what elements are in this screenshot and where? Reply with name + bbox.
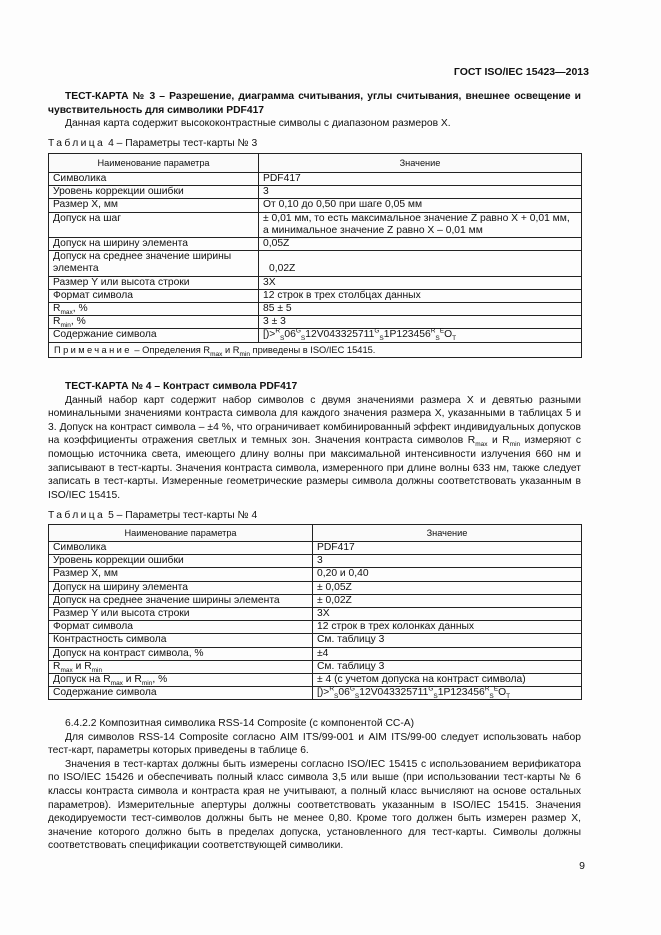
value-cell: От 0,10 до 0,50 при шаге 0,05 мм (259, 199, 582, 212)
table-row (49, 303, 582, 316)
section-rss-p2: Значения в тест-картах должны быть измерены согласно ISO/IEC 15415 с использованием верификатора по ISO/IEC 15426 и обеспечивать полный класс символа 3,5 или выше (при использовании тест-карты № 6 классы контраста символа и контраста края не учитывают, а полный класс вычисляют на основе остальных параметров). Измерительные апертуры должны соответствовать указанным в ISO/IEC 15415. Значения декодируемости тест-символов должны быть не менее 0,80. Кроме того должен быть измерен размер X, значение которого должно быть в пределах допуска, установленного для тест-карты. Символы должны соответствовать спецификации соответствующей символики. (48, 758, 581, 852)
param-cell: Символика (49, 173, 259, 186)
table-row (49, 316, 582, 329)
table-row (49, 276, 582, 289)
table4-header-value: Значение (259, 154, 582, 173)
table-row (49, 634, 582, 647)
param-cell: Допуск на ширину элемента (49, 581, 313, 594)
param-cell: Размер X, мм (49, 568, 313, 581)
section3-title: ТЕСТ-КАРТА № 3 – Разрешение, диаграмма считывания, углы считывания, внешнее освещение и чувствительность для символики PDF417 (48, 91, 581, 116)
param-cell: Допуск на $R_{max}$ и $R_{min}$, % (49, 674, 313, 687)
value-cell: 85 ± 5 (259, 303, 582, 316)
table5-header-value: Значение (313, 525, 582, 542)
table4 (48, 153, 582, 358)
value-cell: 3 ± 3 (259, 316, 582, 329)
param-cell: Допуск на среднее значение ширины элемента (49, 594, 313, 607)
param-cell: Размер Y или высота строки (49, 608, 313, 621)
value-cell: 3 (259, 186, 582, 199)
param-cell: Формат символа (49, 289, 259, 302)
value-cell: 3 (313, 555, 582, 568)
table5-header-param: Наименование параметра (49, 525, 313, 542)
param-cell: Содержание символа (49, 687, 313, 700)
value-cell: ± 0,02Z (313, 594, 582, 607)
table-row (49, 289, 582, 302)
value-cell: 3X (259, 276, 582, 289)
param-cell: Содержание символа (49, 329, 259, 342)
table-row (49, 568, 582, 581)
value-cell: 12 строк в трех колонках данных (313, 621, 582, 634)
table4-note: Примечание – Определения $R_{max}$ и $R_{min}$ приведены в ISO/IEC 15415. (49, 342, 582, 357)
param-cell: $R_{max}$ и $R_{min}$ (49, 660, 313, 673)
table-row (49, 329, 582, 342)
param-cell: Символика (49, 542, 313, 555)
table-row (49, 594, 582, 607)
table-row (49, 621, 582, 634)
value-cell: 0,02Z (259, 251, 582, 276)
value-cell: ±4 (313, 647, 582, 660)
param-cell: Формат символа (49, 621, 313, 634)
value-cell: См. таблицу 3 (313, 634, 582, 647)
value-cell: PDF417 (259, 173, 582, 186)
table-row (49, 555, 582, 568)
table-row (49, 251, 582, 276)
param-cell: Допуск на шаг (49, 212, 259, 237)
param-cell: Уровень коррекции ошибки (49, 186, 259, 199)
table-row (49, 660, 582, 673)
table-row (49, 238, 582, 251)
table4-header-param: Наименование параметра (49, 154, 259, 173)
param-cell: $R_{min}$, % (49, 316, 259, 329)
section-rss-p1: Для символов RSS-14 Composite согласно AIM ITS/99-001 и AIM ITS/99-00 следует использовать набор тест-карт, параметры которых приведены в таблице 6. (48, 731, 581, 757)
section-rss-block (48, 717, 581, 853)
table-row (49, 186, 582, 199)
table-row (49, 199, 582, 212)
section4-title: ТЕСТ-КАРТА № 4 – Контраст символа PDF417 (65, 381, 298, 392)
table-row (49, 173, 582, 186)
standard-header: ГОСТ ISO/IEC 15423—2013 (453, 66, 589, 78)
param-cell: Уровень коррекции ошибки (49, 555, 313, 568)
value-cell: См. таблицу 3 (313, 660, 582, 673)
table5-caption-word: Таблица (48, 510, 106, 521)
table-row (49, 581, 582, 594)
table4-caption-word: Таблица (48, 138, 106, 149)
table5-caption (48, 510, 257, 521)
param-cell: Допуск на среднее значение ширины элемента (49, 251, 259, 276)
section4-block (48, 380, 581, 502)
table-row (49, 647, 582, 660)
value-cell: 3X (313, 608, 582, 621)
section3-text: Данная карта содержит высококонтрастные символы с диапазоном размеров X. (65, 118, 451, 130)
value-cell: PDF417 (313, 542, 582, 555)
table-row (49, 542, 582, 555)
param-cell: $R_{max}$, % (49, 303, 259, 316)
table4-caption (48, 138, 257, 149)
section-rss-heading: 6.4.2.2 Композитная символика RSS-14 Composite (с компонентой CC-A) (65, 718, 415, 729)
value-cell: 12 строк в трех столбцах данных (259, 289, 582, 302)
param-cell: Размер Y или высота строки (49, 276, 259, 289)
table-row (49, 608, 582, 621)
section4-text: Данный набор карт содержит набор символов с двумя значениями размера X и девятью разными номинальными значениями контраста символа для каждого значения размера X, указанными в таблицах 5 и 3. Допуск на контраст символа – ±4 %, что ограничивает комбинированный эффект индивидуальных допусков на коэффициенты отражения светлых и темных зон. Значения контраста символов $R_{max}$ и $R_{min}$ измеряют с помощью источника света, имеющего длину волны при максимальной интенсивности излучения 660 нм и записывают в тест-карты. Значения контраста символа, измеренного при длине волны 633 нм, также следует записать в тест-карты. Измеренные геометрические размеры символа должны соответствовать указанным в ISO/IEC 15415. (48, 394, 581, 501)
page-number: 9 (579, 860, 585, 872)
table4-caption-rest: 4 – Параметры тест-карты № 3 (108, 138, 258, 149)
value-cell: ± 0,01 мм, то есть максимальное значение Z равно X + 0,01 мм, а минимальное значение Z равно X – 0,01 мм (259, 212, 582, 237)
value-cell: 0,05Z (259, 238, 582, 251)
value-cell: ± 4 (с учетом допуска на контраст символа) (313, 674, 582, 687)
table4-note-row (49, 342, 582, 357)
table-row (49, 212, 582, 237)
table-row (49, 687, 582, 700)
param-cell: Контрастность символа (49, 634, 313, 647)
table5 (48, 524, 582, 700)
param-cell: Размер X, мм (49, 199, 259, 212)
value-cell: ± 0,05Z (313, 581, 582, 594)
table-row (49, 674, 582, 687)
param-cell: Допуск на ширину элемента (49, 238, 259, 251)
param-cell: Допуск на контраст символа, % (49, 647, 313, 660)
symbol-content-cell: $[)>^R_S06^G_S12V043325711^G_S1P123456^R_S^EO_T$ (259, 329, 582, 342)
value-cell: 0,20 и 0,40 (313, 568, 582, 581)
section3-block (48, 90, 581, 131)
symbol-content-cell: $[)>^R_S06^G_S12V043325711^G_S1P123456^R_S^EO_T$ (313, 687, 582, 700)
table5-caption-rest: 5 – Параметры тест-карты № 4 (108, 510, 258, 521)
